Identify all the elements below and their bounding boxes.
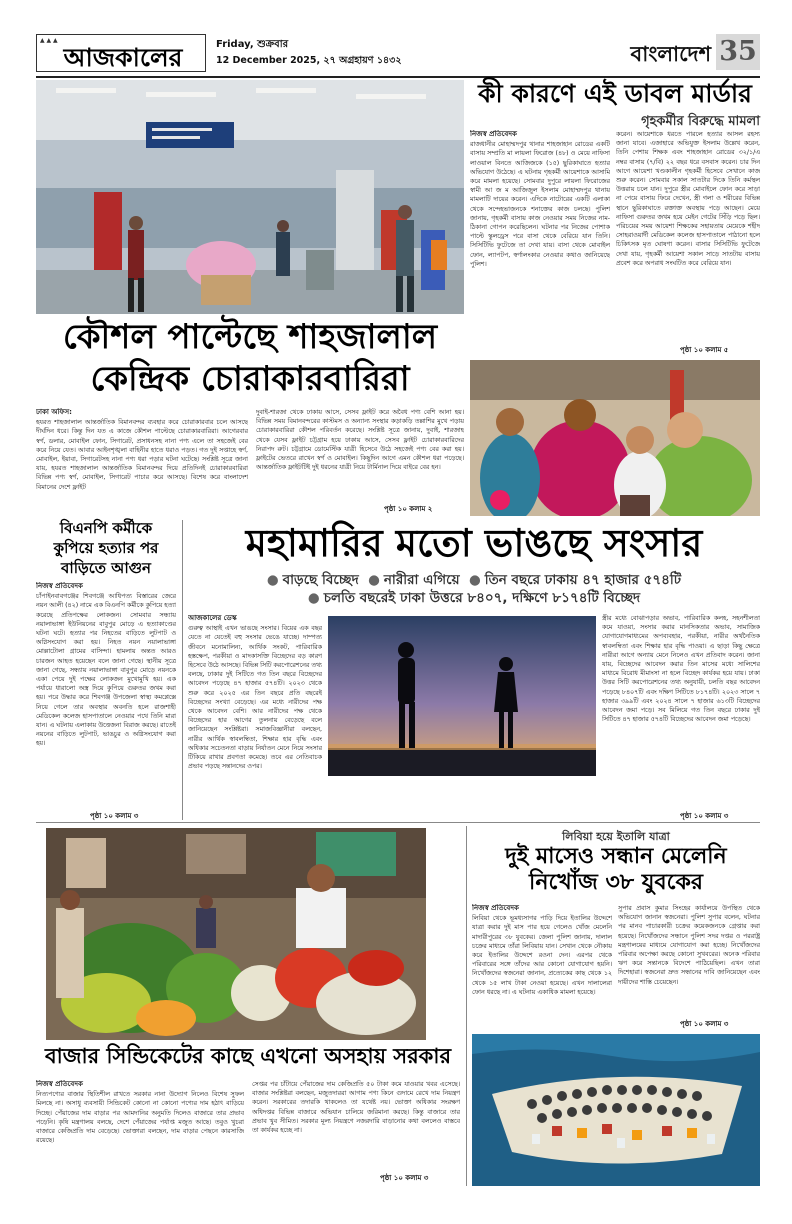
migrant-boat-photo xyxy=(472,1034,760,1186)
masthead-day: Friday, শুক্রবার xyxy=(216,39,289,50)
murder-text-2: করেন। আয়েশাকে ধরতে পারলে হত্যার আসল রহস্য জানা যাবে। এজাহারে অভিযুক্ত ইসলাম উল্লেখ করেন, তিনি পেশায় শিক্ষক এবং শাহজাহান রোডের ৩২/১/এ নম্বর বাসায় (৭/বি) ২২ বছর ধরে বসবাস করেন। চার দিন আগে আয়েশা খণ্ডকালীন গৃহকর্মী হিসেবে সেখানে কাজ শুরু করেন। সোমবার সকাল সাতটার দিকে তিনি কর্মস্থল উত্তরায় চলে যান। দুপুরে স্ত্রীর মোবাইলে ফোন করে সাড়া না পেয়ে বাসায় ফিরে দেখেন, স্ত্রী গলা ও শরীরের বিভিন্ন স্থানে ছুরিকাঘাতে রক্তাক্ত অবস্থায় পড়ে আছেন। মেয়ে নাফিসা গুরুতর জখম হয়ে মেইন গেটের সিঁড়ি পড়ে ছিল। পরিচয়ের সময় আয়েশা শিক্ষকের সহায়তায় মেয়েকে শহীদ সোহরাওয়ার্দী মেডিকেল কলেজ হাসপাতালে পাঠানো হলে চিকিৎসক মৃত ঘোষণা করেন। বাসার সিসিটিভি ফুটেজে দেখা যায়, গৃহকর্মী আয়েশা সকাল সাড়ে সাতটায় বাসায় প্রবেশ করে অপরাধ সংঘটিত করে বেরিয়ে যান। xyxy=(616,131,760,267)
bazar-text-2: সেপ্তর পর চাঁটায়ে পেঁয়াজের দাম কেজিপ্রতি ৫০ টাকা কমে যাওয়ার খবর এসেছে। বাজার সংশ্লিষ্টরা বলছেন, মজুতদাররা আগাম পণ্য কিনে গুদামে রেখে দাম নিয়ন্ত্রণ করেন। সরকারের তদারকি থাকলেও তা যথেষ্ট নয়। ভোক্তা অধিকার সংরক্ষণ অধিদপ্তর বিভিন্ন বাজারে অভিযান চালিয়ে জরিমানা করছে। কিন্তু বাজারে তার প্রভাব খুব সীমিত। সরকার মূল্য নিয়ন্ত্রণে নজরদারি বাড়ানোর কথা বললেও বাস্তবে তা কার্যকর হচ্ছে না। xyxy=(252,1081,460,1135)
libya-continued: পৃষ্ঠা ১০ কলাম ৩ xyxy=(680,1020,729,1028)
shahjalal-headline-1: কৌশল পাল্টেছে শাহজালাল xyxy=(62,317,438,357)
murder-continued: পৃষ্ঠা ১০ কলাম ৫ xyxy=(680,346,729,354)
shahjalal-text-2: দুবাই-শারজা থেকে ঢাকায় আসে, সেসব ফ্লাইট করে অবৈধ পণ্য বেশি আনা হয়। বিভিন্ন সময় বিমানবন্দরের কাস্টমস ও অন্যান্য সংস্থার কড়াকড়ি তল্লাশির মুখে পড়ায় চোরাকারবারিরা কৌশল পরিবর্তন করেছে। সংশ্লিষ্ট সূত্রে জানায়, দুবাই, শারজাহ থেকে যেসব ফ্লাইট চট্টগ্রাম হয়ে ঢাকায় আসে, সেসব ফ্লাইট চোরাকারবারিদের নিরাপদ রুট। চট্টগ্রামে ডোমেস্টিক যাত্রী হিসেবে উঠে সহজেই পণ্য বের করা হয়। ফ্লাইটের ভেতরে রাখেন স্বর্ণ ও মোবাইল। কিছুদিন আগে এমন কৌশল ধরা পড়েছে। আন্তর্জাতিক ফ্লাইটটিই দুই ধরনের যাত্রী নিয়ে টার্মিনাল দিয়ে বাইরে বের হন। xyxy=(256,409,464,472)
murder-byline: নিজস্ব প্রতিবেদক xyxy=(470,130,517,138)
libya-text-2: সুপার প্রবাস কুমার সিংহের কার্যালয়ে উপস্থিত থেকে অভিযোগ জানান স্বজনেরা। পুলিশ সুপার বলেন, ঘটনার পর মানব পাচারকারী চক্রের কয়েকজনকে গ্রেপ্তার করা হয়েছে। নিখোঁজদের সন্ধানে পুলিশ সদর দপ্তর ও পররাষ্ট্র মন্ত্রণালয়ের মাধ্যমে যোগাযোগ করা হচ্ছে। নিখোঁজদের পরিবার অপেক্ষা করছে কোনো সুখবরের। অনেক পরিবার ঋণ করে সন্তানকে বিদেশে পাঠিয়েছিল। এখন তারা দিশেহারা। স্বজনেরা দ্রুত সন্ধানের দাবি জানিয়েছেন এবং দায়ীদের শাস্তি চেয়েছেন। xyxy=(618,905,760,986)
masthead-rule xyxy=(36,76,760,78)
shahjalal-continued: পৃষ্ঠা ১০ কলাম ২ xyxy=(384,505,433,513)
bnp-divider xyxy=(182,520,183,820)
libya-col-2 xyxy=(618,904,760,1016)
bnp-headline-3: বাড়িতে আগুন xyxy=(61,559,151,577)
bnp-headline-1: বিএনপি কর্মীকে xyxy=(59,519,153,537)
bnp-headline-2: কুপিয়ে হত্যার পর xyxy=(53,539,159,557)
vegetable-market-photo xyxy=(46,828,426,1040)
divorce-headline: মহামারির মতো ভাঙছে সংসার xyxy=(245,521,703,565)
divorce-sub-row-2 xyxy=(188,589,760,607)
divorce-bullet-2: ● নারীরা এগিয়ে xyxy=(368,572,459,588)
masthead-date: 12 December 2025, ২৭ অগ্রহায়ণ ১৪৩২ xyxy=(216,55,402,66)
murder-subhead: গৃহকর্মীর বিরুদ্ধে মামলা xyxy=(641,114,760,129)
bazar-col-1 xyxy=(36,1080,244,1184)
divorce-byline: আজকালের ডেস্ক xyxy=(188,614,237,622)
couple-silhouette-photo xyxy=(328,616,596,776)
divorce-sub-row-1 xyxy=(188,571,760,589)
divorce-text-2: স্ত্রীর মধ্যে বোঝাপড়ার অভাব, পারিবারিক কলহ, সহনশীলতা কমে যাওয়া, সংসার করার মানসিকতার অভাব, সামাজিক যোগাযোগমাধ্যমের অপব্যবহার, পরকীয়া, নারীর অর্থনৈতিক স্বাবলম্বিতা এবং শিক্ষার হার বৃদ্ধি পাওয়া। এ ছাড়া কিছু ক্ষেত্রে নারীরা আগে অন্যায় মেনে নিলেও এখন প্রতিবাদ করেন। জানা যায়, বিচ্ছেদের আবেদন করার তিন মাসের মধ্যে সালিশের মাধ্যমে বিরোধ মীমাংসা না হলে বিচ্ছেদ কার্যকর হয়ে যায়। ঢাকা উত্তর সিটি করপোরেশনের তথ্য অনুযায়ী, চলতি বছর আবেদন পড়েছে ৮৪০৭টি এবং দক্ষিণ সিটিতে ৮১৭৪টি। ২০২৩ সালে ৭ হাজার ৩৯৯টি এবং ২০২৪ সালে ৭ হাজার ৬১৩টি বিচ্ছেদের আবেদন জমা পড়ে। সব মিলিয়ে গত তিন বছরে ঢাকার দুই সিটিতে ৪৭ হাজার ৫৭৪টি বিচ্ছেদের আবেদন জমা পড়েছে। xyxy=(602,615,760,724)
bnp-col xyxy=(36,582,176,818)
bazar-byline: নিজস্ব প্রতিবেদক xyxy=(36,1080,83,1088)
libya-kicker: লিবিয়া হয়ে ইতালি যাত্রা xyxy=(562,830,670,843)
bazar-continued: পৃষ্ঠা ১০ কলাম ৩ xyxy=(380,1174,429,1182)
shahjalal-byline: ঢাকা অফিস: xyxy=(36,408,72,416)
divorce-bullet-3: ● তিন বছরে ঢাকায় ৪৭ হাজার ৫৭৪টি xyxy=(469,572,681,588)
bnp-text: চাঁপাইনবাবগঞ্জের শিবগঞ্জে আধিপত্য বিস্তারের জেরে নয়ন আলী (৪২) নামে এক বিএনপি কর্মীকে কুপিয়ে হত্যা করেছে প্রতিপক্ষের লোকজন। সোমবার সন্ধ্যায় নয়ালাভাঙ্গা ইউনিয়নের বাবুপুর মোড়ে এ হত্যাকাণ্ডের ঘটনা ঘটে। হত্যার পর নিহতের বাড়িতে লুটপাট ও অগ্নিসংযোগ করা হয়। নিহত নয়ন নয়ালাভাঙ্গা মোল্লাটোলা গ্রামের বাসিন্দা। হামলায় অন্তত আরও চারজন আহত হয়েছেন বলে জানা গেছে। স্থানীয় সূত্রে জানা গেছে, সন্ধ্যায় নয়ালাভাঙ্গা বাবুপুর মোড়ে নয়নকে একা পেয়ে দুই পক্ষের লোকজন মুখোমুখি হয়। এক পর্যায়ে ধারালো অস্ত্র দিয়ে কুপিয়ে গুরুতর জখম করা হয়। পরে উদ্ধার করে শিবগঞ্জ উপজেলা স্বাস্থ্য কমপ্লেক্সে নিয়ে গেলে তার অবস্থার অবনতি হলে রাজশাহী মেডিকেল কলেজ হাসপাতালে নেওয়ার পথে তিনি মারা যান। এ ঘটনায় এলাকায় উত্তেজনা বিরাজ করছে। রাতেই নয়নের বাড়িতে লুটপাট, ভাঙচুর ও অগ্নিসংযোগ করা হয়। xyxy=(36,593,176,748)
shahjalal-headline-2: কেন্দ্রিক চোরাকারবারিরা xyxy=(90,359,410,399)
bazar-headline: বাজার সিন্ডিকেটের কাছে এখনো অসহায় সরকার xyxy=(44,1044,452,1068)
libya-byline: নিজস্ব প্রতিবেদক xyxy=(472,904,519,912)
divorce-continued: পৃষ্ঠা ১০ কলাম ৩ xyxy=(680,812,729,820)
airport-photo xyxy=(36,80,464,314)
bazar-col-2 xyxy=(252,1080,460,1172)
divorce-subheads xyxy=(188,571,760,607)
murder-text-1: রাজধানীর মোহাম্মদপুর থানার শাহজাহান রোডের একটি বাসায় সম্প্রতি মা লায়লা ফিরোজ (৪৮) ও মেয়ে নাফিসা লাওয়াল বিনতে আজিজকে (১৫) ছুরিকাঘাতে হত্যার অভিযোগ উঠেছে। এ ঘটনায় গৃহকর্মী আয়েশাকে আসামি করে মামলা হয়েছে। সোমবার দুপুরে লায়লা ফিরোজের স্বামী আ জ ম আজিজুল ইসলাম মোহাম্মদপুর থানায় মামলাটি দায়ের করেন। এদিকে নাটোরের একটি এলাকা থেকে সন্দেহভাজনকে শনাক্তের কাজ চলছে। পুলিশ জানায়, গৃহকর্মী বাসায় কাজ নেওয়ার সময় নিজের নাম-ঠিকানা গোপন করেছিলেন। ঘটনার পর নিজের পোশাক পাল্টে স্কুলড্রেস পরে বাসা থেকে বেরিয়ে যান তিনি। সিসিটিভি ফুটেজে তা দেখা যায়। বাসা থেকে মোবাইল ফোন, ল্যাপটপ, স্বর্ণালংকার নেওয়ার কথাও জানিয়েছে পুলিশ। xyxy=(470,141,610,268)
bazar-text-1: নিত্যপণ্যের বাজার স্থিতিশীল রাখতে সরকার নানা উদ্যোগ নিলেও বিশেষ সুফল মিলছে না। অসাধু ব্যবসায়ী সিন্ডিকেট কোনো না কোনো পণ্যের দাম হঠাৎ বাড়িয়ে দিচ্ছে। পেঁয়াজের দাম বাড়ার পর আমদানির অনুমতি দিলেও বাজারে তার প্রভাব পড়েনি। কৃষি মন্ত্রণালয় বলছে, দেশে পেঁয়াজের পর্যাপ্ত মজুত আছে। তবুও খুচরা বাজারে কেজিপ্রতি দাম বেড়েছে। ভোক্তারা বলছেন, দাম বাড়ার পেছনে কারসাজি রয়েছে। xyxy=(36,1091,244,1145)
masthead-logo xyxy=(36,34,206,72)
page-number: 35 xyxy=(716,34,760,70)
family-mourning-photo xyxy=(470,360,760,516)
section-name: বাংলাদেশ xyxy=(630,42,711,66)
divorce-text-1: গুরুত্ব আস্থাই এখন ভাঙছে সংসার। বিয়ের এক বছর যেতে না যেতেই বহু সংসার ভেঙে যাচ্ছে। দাম্পত্য জীবনে মনোমালিন্য, আর্থিক সংকট, পারিবারিক হস্তক্ষেপ, পরকীয়া ও মাদকাসক্তি বিচ্ছেদের বড় কারণ হিসেবে উঠে আসছে। বিভিন্ন সিটি করপোরেশনের তথ্য বলছে, ঢাকার দুই সিটিতে গত তিন বছরে বিচ্ছেদের আবেদন পড়েছে ৪৭ হাজার ৫৭৪টি। ২০২৩ থেকে শুরু করে ২০২৫ এর তিন বছরে প্রতি বছরেই বিচ্ছেদের সংখ্যা বেড়েছে। এর মধ্যে নারীদের পক্ষ থেকে আবেদন বেশি। আর নারীদের পক্ষ থেকে বিচ্ছেদের হার আগের তুলনায় বেড়েছে বলে জানিয়েছেন সংশ্লিষ্টরা। সমাজবিজ্ঞানীরা বলছেন, নারীর আর্থিক স্বাবলম্বিতা, শিক্ষার হার বৃদ্ধি এবং অধিকার সচেতনতা বাড়ায় নির্যাতন মেনে নিয়ে সংসার টিকিয়ে রাখার প্রবণতা কমেছে। তবে এর নেতিবাচক প্রভাব পড়ছে সন্তানদের ওপর। xyxy=(188,625,322,771)
libya-col-1 xyxy=(472,904,612,1030)
murder-headline: কী কারণে এই ডাবল মার্ডার xyxy=(478,79,752,108)
shahjalal-text-1: হযরত শাহজালাল আন্তর্জাতিক বিমানবন্দর ব্যবহার করে চোরাকারবার চলে আসছে দীর্ঘদিন ধরে। কিন্তু দিন যত এ কাজে কৌশল পাল্টেছে চোরাকারবারিরা। আগেরবার স্বর্ণ, ডলার, মোবাইল ফোন, সিগারেট, প্রসাধনসহ নানা পণ্য এলে তা সহজেই বের করে নিয়ে যেত। আবার আইনশৃঙ্খলা বাহিনীর হাতে ধরাও পড়ত। গত দুই সপ্তাহে স্বর্ণ, মোবাইল, ইয়াবা, সিগারেটসহ নানা পণ্য ধরা পড়ার ঘটনা ঘটেছে। সংশ্লিষ্ট সূত্রে জানা যায়, হযরত শাহজালাল আন্তর্জাতিক বিমানবন্দর দিয়ে প্রতিদিনই চোরাকারবারিরা বিভিন্ন পণ্য স্বর্ণ, মোবাইল, সিগারেট পাচার করে আসছে। বিশেষ করে বাংলাদেশ বিমানের দেশে ফ্লাইট xyxy=(36,419,248,491)
shahjalal-col-1 xyxy=(36,408,248,512)
divorce-col-2 xyxy=(602,614,760,820)
bazar-divider xyxy=(466,826,467,1186)
murder-col-1 xyxy=(470,130,610,356)
libya-text-1: লিবিয়া থেকে ভূমধ্যসাগর পাড়ি দিয়ে ইতালির উদ্দেশে যাত্রা করার দুই মাস পার হয়ে গেলেও খোঁজ মেলেনি মাদারীপুরের ৩৮ যুবকের। জেলা পুলিশ জানায়, দালাল চক্রের মাধ্যমে তাঁরা লিবিয়ায় যান। সেখান থেকে নৌকায় করে ইতালির উদ্দেশে রওনা দেন। এরপর থেকে পরিবারের সঙ্গে তাঁদের আর কোনো যোগাযোগ হয়নি। নিখোঁজদের স্বজনেরা জানান, প্রত্যেকের কাছ থেকে ১২ থেকে ১৫ লাখ টাকা নেওয়া হয়েছে। এখন দালালেরা ফোন ধরছে না। এ ঘটনায় একাধিক মামলা হয়েছে। xyxy=(472,915,612,996)
shahjalal-col-2 xyxy=(256,408,464,504)
murder-col-2 xyxy=(616,130,760,338)
divorce-bullet-1: ● বাড়ছে বিচ্ছেদ xyxy=(267,572,359,588)
masthead xyxy=(36,34,760,74)
logo-small-tag: ▲ ▲ ▲ xyxy=(40,37,58,44)
libya-headline-2: নিখোঁজ ৩৮ যুবকের xyxy=(529,870,703,895)
divorce-bullet-4: ● চলতি বছরেই ঢাকা উত্তরে ৮৪০৭, দক্ষিণে ৮১৭৪টি বিচ্ছেদ xyxy=(308,590,640,606)
bnp-continued: পৃষ্ঠা ১০ কলাম ৩ xyxy=(90,812,139,820)
libya-headline-1: দুই মাসেও সন্ধান মেলেনি xyxy=(505,844,727,869)
divorce-bottom-rule xyxy=(36,822,760,823)
divorce-col-1 xyxy=(188,614,322,782)
logo-text: আজকালের xyxy=(63,43,183,72)
bnp-byline: নিজস্ব প্রতিবেদক xyxy=(36,582,83,590)
